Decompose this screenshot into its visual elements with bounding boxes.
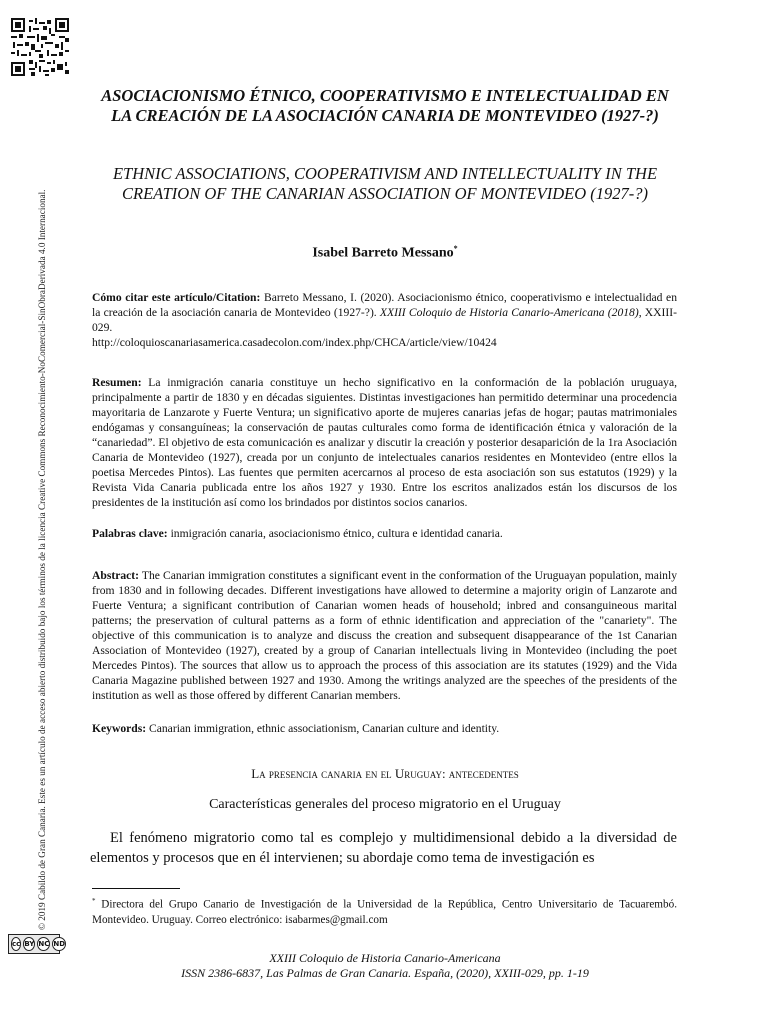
citation-pages: , XXIII- 029. (92, 306, 677, 334)
resumen-text: La inmigración canaria constituye un hecho significativo en la conformación de la población uruguaya, principalmente a partir de 1830 y en décadas siguientes. Distintas investigaciones han permitido determinar una procedencia mayoritaria de Lanzarote y Fuerte Ventura; un significativo aporte de mujeres canarias jefas de hogar; pautas matrimoniales endógamas y consanguíneas; la conservación de pautas culturales como forma de identificación étnica y valoración de la “canariedad”. El objetivo de esta comunicación es analizar y discutir la creación y posterior desaparición de la 1ra Asociación Canaria de Montevideo (1927), creada por un conjunto de intelectuales canarios residentes en Montevideo (entre ellos la poetisa Mercedes Pintos). Las fuentes que permiten acercarnos al proceso de esta asociación son sus estatutos (1929) y la Revista Vida Canaria publicada entre los años 1927 y 1930. Entre los escritos analizados están los discursos de los presidentes de la institución así como los brindados por distintos socios canarios. (92, 376, 677, 509)
abstract-label: Abstract: (92, 569, 140, 582)
keywords-block (92, 721, 677, 736)
footnote-text: Directora del Grupo Canario de Investigación de la Universidad de la República, Centro Universitario de Tacuarembó. Montevideo. Uruguay. Correo electrónico: isabarmes@gmail.com (92, 898, 677, 926)
qr-code (11, 18, 69, 76)
footer-issn: ISSN 2386-6837, Las Palmas de Gran Canaria. España, (2020), XXIII-029, pp. 1-19 (181, 966, 589, 980)
license-vertical-text: © 2019 Cabildo de Gran Canaria. Este es un artículo de acceso abierto distribuido bajo los términos de la licencia Creative Commons Reconocimiento-NoComercial-SinObraDerivada 4.0 Internacional. (37, 189, 47, 930)
citation-label: Cómo citar este artículo/Citation: (92, 291, 261, 304)
citation-venue: XXIII Coloquio de Historia Canario-Americana (2018) (379, 306, 639, 319)
author-name: Isabel Barreto Messano (312, 245, 454, 261)
title-english: ETHNIC ASSOCIATIONS, COOPERATIVISM AND INTELLECTUALITY IN THE CREATION OF THE CANARIAN ASSOCIATION OF MONTEVIDEO (1927-?) (112, 164, 658, 203)
nd-icon: ND (52, 937, 66, 951)
palabras-clave-block (92, 526, 677, 541)
citation-url-link[interactable]: http://coloquioscanariasamerica.casadecolon.com/index.php/CHCA/article/view/10424 (92, 336, 497, 349)
page-footer (90, 951, 680, 981)
citation-text: Barreto Messano, I. (2020). Asociacionismo étnico, cooperativismo e intelectualidad en la creación de la asociación canaria de Montevideo (1927-?). (92, 291, 677, 319)
by-icon: BY (23, 937, 35, 951)
palabras-clave-label: Palabras clave: (92, 527, 168, 540)
author-footnote-mark[interactable]: * (453, 244, 458, 253)
body-paragraph: El fenómeno migratorio como tal es complejo y multidimensional debido a la diversidad de elementos y procesos que en él intervienen; su abordaje como tema de investigación es (90, 830, 677, 866)
palabras-clave-text: inmigración canaria, asociacionismo étnico, cultura e identidad canaria. (167, 527, 503, 540)
author-line (90, 244, 680, 262)
keywords-label: Keywords: (92, 722, 147, 735)
citation-block (92, 290, 677, 350)
title-spanish: ASOCIACIONISMO ÉTNICO, COOPERATIVISMO E INTELECTUALIDAD EN LA CREACIÓN DE LA ASOCIACIÓN CANARIA DE MONTEVIDEO (1927-?) (101, 86, 669, 125)
footnote-divider (92, 888, 180, 889)
keywords-text: Canarian immigration, ethnic associationism, Canarian culture and identity. (146, 722, 500, 735)
section-heading: La presencia canaria en el Uruguay: antecedentes (251, 766, 519, 781)
resumen-label: Resumen: (92, 376, 142, 389)
nc-icon: NC (37, 937, 50, 951)
resumen-block (92, 375, 677, 510)
abstract-block (92, 568, 677, 703)
footnote-mark: * (92, 897, 96, 905)
subsection-heading: Características generales del proceso migratorio en el Uruguay (209, 797, 561, 812)
footnote (92, 894, 677, 928)
cc-icon: cc (11, 937, 21, 951)
abstract-text: The Canarian immigration constitutes a significant event in the conformation of the Uruguayan population, mainly from 1830 and in following decades. Different investigations have allowed to determine a majority origin of Lanzarote and Fuerte Ventura; a significant contribution of Canarian women heads of household; inbred and consanguineous marital patterns; the preservation of cultural patterns as a form of ethnic identification and appreciation of the "canariety". The objective of this communication is to analyze and discuss the creation and subsequent disappearance of the 1st Canarian Association of Montevideo (1927), created by a group of Canarian intellectuals living in Montevideo (including the poet Mercedes Pintos). The sources that allow us to approach the process of this association are its statutes (1929) and the Vida Canaria Magazine published between 1927 and 1930. Among the writings analyzed are the speeches of the presidents of the institution as well as those offered by different Canarian members. (92, 569, 677, 702)
creative-commons-badge[interactable] (8, 934, 66, 954)
footer-journal: XXIII Coloquio de Historia Canario-Americana (269, 951, 501, 965)
